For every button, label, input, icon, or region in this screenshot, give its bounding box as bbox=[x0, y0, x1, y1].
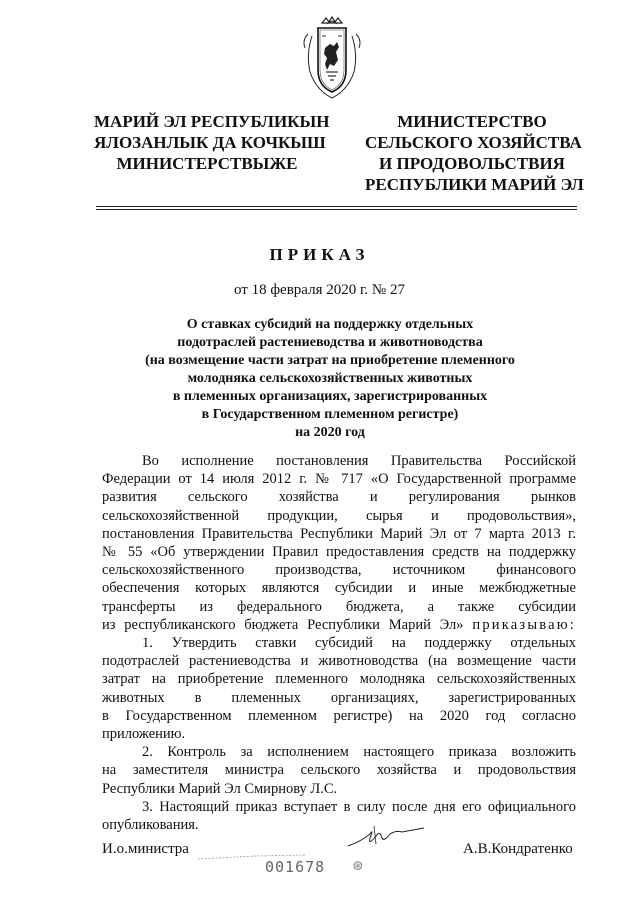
preamble-line: постановления Правительства Республики Марий Эл от 7 марта 2013 г. bbox=[102, 525, 576, 542]
item-1-line: животных в племенных организациях, зарегистрированных bbox=[102, 689, 576, 706]
item-2-line: на заместителя министра сельского хозяйства и продовольствия bbox=[102, 762, 576, 779]
subject-line: молодняка сельскохозяйственных животных bbox=[187, 371, 473, 386]
preamble-line: Федерации от 14 июля 2012 г. № 717 «О Государственной программе bbox=[102, 471, 576, 488]
preamble-line: трансферты из федерального бюджета, а также субсидии bbox=[102, 598, 576, 615]
header-ru-line-4: РЕСПУБЛИКИ МАРИЙ ЭЛ bbox=[365, 175, 584, 194]
subject-line: в племенных организациях, зарегистрированных bbox=[172, 389, 488, 404]
handwritten-signature bbox=[340, 820, 430, 854]
preamble-line: развития сельского хозяйства и регулирования рынков bbox=[102, 489, 576, 506]
header-ministry-name-russian bbox=[365, 111, 584, 195]
header-ministry-name-mari bbox=[94, 111, 330, 174]
order-date-number: от 18 февраля 2020 г. № 27 bbox=[233, 282, 405, 298]
preamble-line: сельскохозяйственной продукции, сырья и продовольствия», bbox=[102, 507, 576, 524]
subject-line: в Государственном племенном регистре) bbox=[201, 407, 459, 422]
signatory-position: И.о.министра bbox=[102, 841, 189, 857]
preamble-last-text: из республиканского бюджета Республики Марий Эл» bbox=[102, 616, 464, 633]
subject-line: О ставках субсидий на поддержку отдельных bbox=[186, 317, 474, 332]
header-divider-rule bbox=[96, 206, 577, 207]
item-2-last-line: Республики Марий Эл Смирнову Л.С. bbox=[102, 780, 338, 797]
header-ru-line-1: МИНИСТЕРСТВО bbox=[397, 112, 547, 131]
item-1-line: 1. Утвердить ставки субсидий на поддержку отдельных bbox=[142, 635, 576, 652]
preamble-last-line bbox=[102, 616, 576, 634]
order-title: ПРИКАЗ bbox=[269, 245, 370, 264]
preamble-line: сельскохозяйственного производства, источником финансового bbox=[102, 562, 576, 579]
header-divider-rule-second bbox=[96, 209, 577, 210]
subject-line: (на возмещение части затрат на приобретение племенного bbox=[145, 353, 515, 368]
registration-seal-icon: ⊛ bbox=[352, 859, 364, 874]
item-1-line: подотраслей растениеводства и животноводства (на возмещение части bbox=[102, 653, 576, 670]
preamble-line: Во исполнение постановления Правительства Российской bbox=[142, 453, 576, 469]
registration-number: 001678 bbox=[265, 858, 326, 876]
item-1-last-line: приложению. bbox=[102, 726, 186, 743]
preamble-line: № 55 «Об утверждении Правил предоставления средств на поддержку bbox=[102, 544, 576, 561]
item-3-line: 3. Настоящий приказ вступает в силу после дня его официального bbox=[142, 798, 576, 815]
order-body bbox=[102, 452, 576, 834]
item-1-line: в Государственном племенном регистре) на 2020 год согласно bbox=[102, 707, 576, 724]
order-directive-word: приказываю: bbox=[472, 616, 577, 633]
item-1-line: затрат на приобретение племенного молодняка сельскохозяйственных bbox=[102, 671, 576, 688]
subject-line: подотраслей растениеводства и животноводства bbox=[177, 335, 483, 350]
header-mari-line-3: МИНИСТЕРСТВЫЖЕ bbox=[116, 154, 298, 173]
signatory-name: А.В.Кондратенко bbox=[463, 841, 573, 857]
header-ru-line-2: СЕЛЬСКОГО ХОЗЯЙСТВА bbox=[365, 133, 582, 152]
order-subject bbox=[120, 316, 540, 442]
header-mari-line-1: МАРИЙ ЭЛ РЕСПУБЛИКЫН bbox=[94, 112, 330, 131]
coat-of-arms-emblem bbox=[296, 14, 368, 100]
preamble-line: обеспечения которых являются субсидии и иные межбюджетные bbox=[102, 580, 576, 597]
item-3-last-line: опубликования. bbox=[102, 817, 199, 834]
subject-line: на 2020 год bbox=[295, 425, 365, 440]
header-mari-line-2: ЯЛОЗАНЛЫК ДА КОЧКЫШ bbox=[94, 133, 326, 152]
header-ru-line-3: И ПРОДОВОЛЬСТВИЯ bbox=[379, 154, 565, 173]
item-2-line: 2. Контроль за исполнением настоящего приказа возложить bbox=[142, 744, 576, 761]
